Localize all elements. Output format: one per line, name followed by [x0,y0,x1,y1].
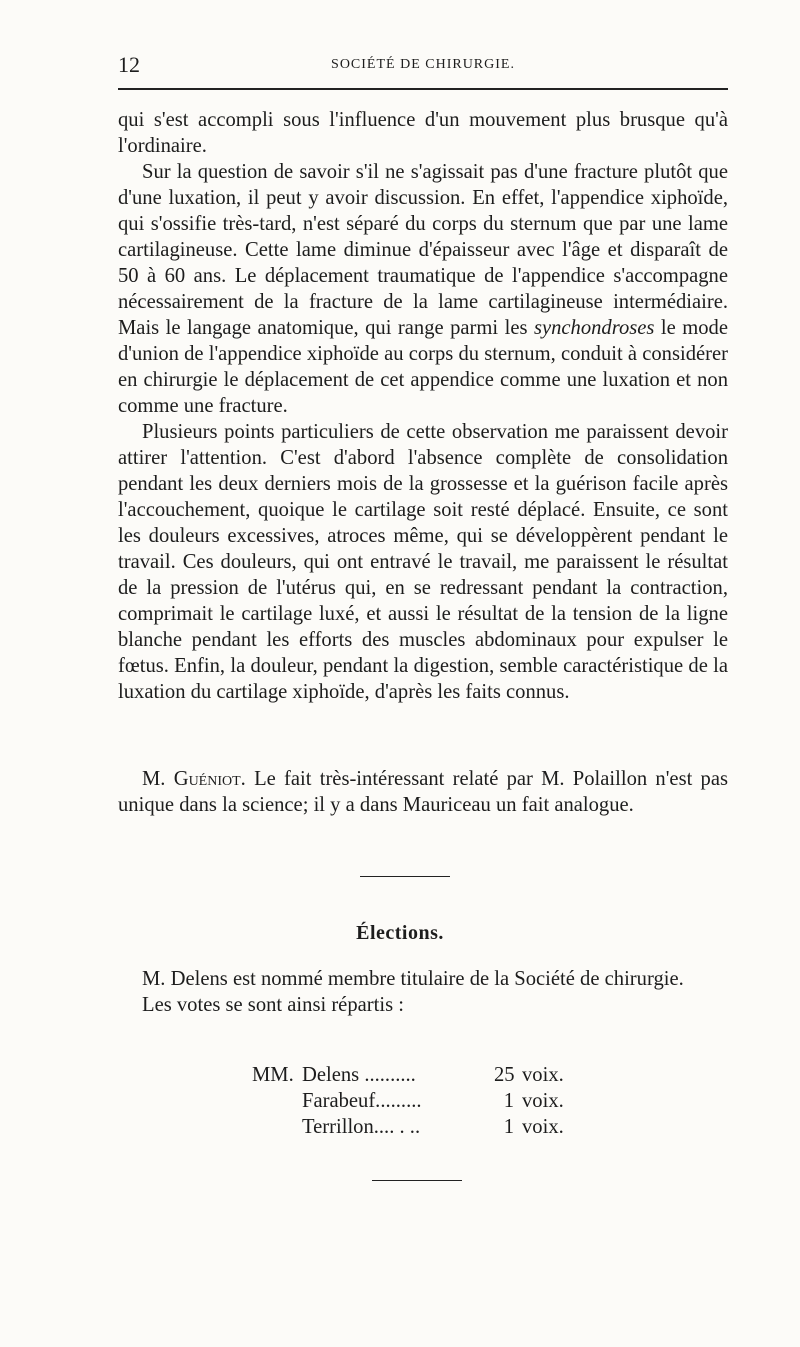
vote-count: 1 [503,1090,514,1112]
paragraph-2 [118,159,728,419]
elections-paragraph-1: M. Delens est nommé membre titulaire de la Société de chirurgie. [142,968,684,990]
page-number: 12 [118,52,140,77]
paragraph-2-end: le mode d'union de l'appendice xiphoïde au corps du sternum, conduit à considérer en chirurgie le déplacement de cet appendice comme une luxation et non comme une fracture. [118,317,728,417]
separator-rule-1 [360,876,450,877]
separator-rule-2 [372,1180,462,1181]
vote-unit: voix. [522,1090,564,1112]
elections-text [118,966,728,1018]
elections-paragraph-2: Les votes se sont ainsi répartis : [142,994,404,1016]
vote-table [252,1062,582,1140]
vote-name: Delens .......... [302,1064,416,1086]
vote-name: Farabeuf......... [302,1090,422,1112]
vote-count: 25 [494,1064,515,1086]
italic-term: synchondroses [533,317,655,339]
paragraph-3: Plusieurs points particuliers de cette observation me paraissent devoir attirer l'attention. C'est d'abord l'absence complète de consolidation pendant les deux derniers mois de la grossesse et la guérison facile après l'accouchement, quoique le cartilage soit resté déplacé. Ensuite, ce sont les douleurs excessives, atroces même, qui se développèrent pendant le travail. Ces douleurs, qui ont entravé le travail, me paraissent le résultat de la pression de l'utérus qui, en se redressant pendant la contraction, comprimait le cartilage luxé, et aussi le résultat de la tension de la ligne blanche pendant les efforts des muscles abdominaux pour expulser le fœtus. Enfin, la douleur, pendant la digestion, semble caractéristique de la luxation du cartilage xiphoïde, d'après les faits connus. [118,421,728,703]
header-rule [118,88,728,90]
vote-unit: voix. [522,1064,564,1086]
vote-row [252,1114,582,1140]
running-head [118,52,728,82]
discussion-paragraph [118,766,728,818]
discussion-block [118,766,728,818]
vote-row [252,1088,582,1114]
section-heading: Élections. [356,922,444,944]
discussion-text: Le fait très-intéressant relaté par M. Polaillon n'est pas unique dans la science; il y a dans Mauriceau un fait analogue. [118,768,728,816]
vote-unit: voix. [522,1116,564,1138]
vote-name: Terrillon.... . .. [302,1116,421,1138]
main-text [118,107,728,705]
speaker-name: M. Guéniot. [142,768,246,790]
vote-count: 1 [503,1116,514,1138]
vote-prefix: MM. [252,1064,294,1086]
paragraph-2-start: Sur la question de savoir s'il ne s'agissait pas d'une fracture plutôt que d'une luxation, il peut y avoir discussion. En effet, l'appendice xiphoïde, qui s'ossifie très-tard, n'est séparé du corps du sternum que par une lame cartilagineuse. Cette lame diminue d'épaisseur avec l'âge et disparaît de 50 à 60 ans. Le déplacement traumatique de l'appendice s'accompagne nécessairement de la fracture de la lame cartilagineuse intermédiaire. Mais le langage anatomique, qui range parmi les [118,161,728,339]
vote-row [252,1062,582,1088]
paragraph-1: qui s'est accompli sous l'influence d'un mouvement plus brusque qu'à l'ordinaire. [118,109,728,157]
journal-title: SOCIÉTÉ DE CHIRURGIE. [331,57,515,72]
